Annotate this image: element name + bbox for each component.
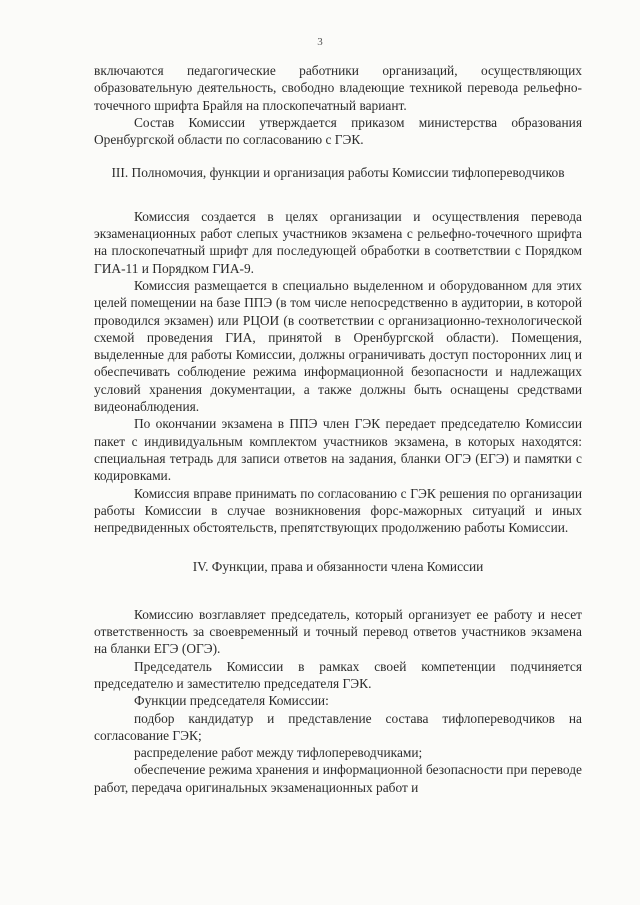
paragraph: Функции председателя Комиссии: <box>134 693 329 709</box>
list-item: подбор кандидатур и представление состава тифлопереводчиков на согласование ГЭК; <box>94 710 582 743</box>
paragraph: Состав Комиссии утверждается приказом министерства образования Оренбургской области по согласованию с ГЭК. <box>94 114 582 148</box>
paragraph: По окончании экзамена в ППЭ член ГЭК передает председателю Комиссии пакет с индивидуальным комплектом участников экзамена, в которых находятся: специальная тетрадь для записи ответов на задания, бланки ОГЭ (ЕГЭ) и памятки с кодировками. <box>94 416 582 484</box>
paragraph: Комиссия создается в целях организации и осуществления перевода экзаменационных работ слепых участников экзамена с рельефно-точечного шрифта на плоскопечатный шрифт для последующей обработки в соответствии с Порядком ГИА-11 и Порядком ГИА-9. <box>94 208 582 276</box>
document-body <box>94 62 582 796</box>
paragraph: включаются педагогические работники организаций, осуществляющих образовательную деятельность, свободно владеющие техникой перевода рельефно-точечного шрифта Брайля на плоскопечатный вариант. <box>94 63 582 113</box>
paragraph: Комиссия вправе принимать по согласованию с ГЭК решения по организации работы Комиссии в случае возникновения форс-мажорных ситуаций и иных непредвиденных обстоятельств, препятствующих продолжению работы Комиссии. <box>94 485 582 536</box>
list-item: обеспечение режима хранения и информационной безопасности при переводе работ, передача оригинальных экзаменационных работ и <box>94 762 582 795</box>
paragraph: Комиссию возглавляет председатель, который организует ее работу и несет ответственность за своевременный и точный перевод ответов участников экзамена на бланки ЕГЭ (ОГЭ). <box>94 606 582 657</box>
page-number: 3 <box>317 36 323 48</box>
paragraph: Комиссия размещается в специально выделенном и оборудованном для этих целей помещении на базе ППЭ (в том числе непосредственно в аудитории, в которой проводился экзамен) или РЦОИ (в соответствии с организационно-технологической схемой проведения ГИА, принятой в Оренбургской области). Помещения, выделенные для работы Комиссии, должны ограничивать доступ посторонних лиц и обеспечивать соблюдение режима информационной безопасности и надлежащих условий хранения документации, а также должны быть оснащены средствами видеонаблюдения. <box>94 277 582 415</box>
list-item: распределение работ между тифлопереводчиками; <box>134 745 423 761</box>
section-heading: III. Полномочия, функции и организация работы Комиссии тифлопереводчиков <box>111 165 565 181</box>
section-heading: IV. Функции, права и обязанности члена Комиссии <box>192 559 484 575</box>
paragraph: Председатель Комиссии в рамках своей компетенции подчиняется председателю и заместителю председателя ГЭК. <box>94 658 582 691</box>
